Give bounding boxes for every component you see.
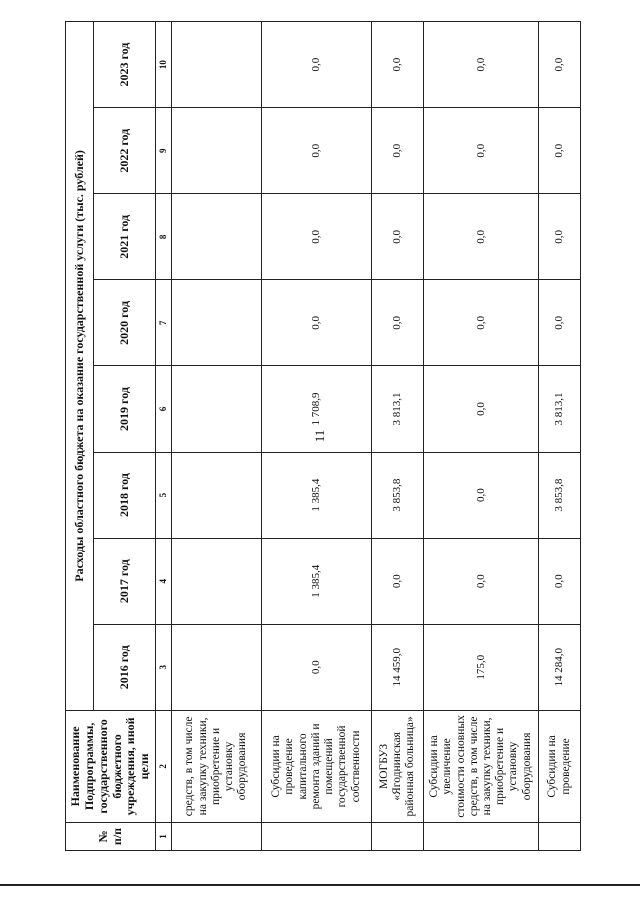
index-cell: 2 bbox=[156, 710, 172, 822]
header-year: 2020 год bbox=[94, 280, 156, 366]
index-cell: 8 bbox=[156, 194, 172, 280]
table-row bbox=[424, 22, 539, 851]
value-cell: 0,0 bbox=[539, 538, 581, 624]
header-year: 2017 год bbox=[94, 538, 156, 624]
value-cell: 3 853,8 bbox=[372, 452, 424, 538]
value-cell: 0,0 bbox=[372, 108, 424, 194]
value-cell: 0,0 bbox=[424, 538, 539, 624]
row-name: Субсидии на увеличение стоимости основных средств, в том числе на закупку техники, приобретение и установку оборудования bbox=[424, 710, 539, 822]
index-cell: 7 bbox=[156, 280, 172, 366]
header-name: Наименование Подпрограммы, государственного бюджетного учреждения, иной цели bbox=[66, 710, 156, 822]
value-cell: 3 853,8 bbox=[539, 452, 581, 538]
value-cell: 0,0 bbox=[262, 108, 372, 194]
header-year: 2016 год bbox=[94, 624, 156, 710]
index-cell: 9 bbox=[156, 108, 172, 194]
value-cell bbox=[172, 538, 262, 624]
value-cell bbox=[172, 366, 262, 452]
row-name: средств, в том числе на закупку техники, приобретение и установку оборудования bbox=[172, 710, 262, 822]
table-row bbox=[372, 22, 424, 851]
value-cell: 0,0 bbox=[539, 280, 581, 366]
value-cell: 0,0 bbox=[424, 194, 539, 280]
page-number: 11 bbox=[312, 429, 327, 443]
value-cell: 0,0 bbox=[372, 22, 424, 108]
value-cell: 0,0 bbox=[262, 22, 372, 108]
expenses-table bbox=[65, 21, 581, 851]
value-cell bbox=[172, 624, 262, 710]
value-cell: 0,0 bbox=[539, 108, 581, 194]
index-cell: 1 bbox=[156, 822, 172, 850]
index-cell: 3 bbox=[156, 624, 172, 710]
row-num bbox=[172, 822, 262, 850]
index-cell: 4 bbox=[156, 538, 172, 624]
rotated-table-container bbox=[65, 21, 575, 851]
index-cell: 5 bbox=[156, 452, 172, 538]
value-cell bbox=[172, 22, 262, 108]
value-cell: 0,0 bbox=[424, 22, 539, 108]
header-year: 2023 год bbox=[94, 22, 156, 108]
value-cell: 0,0 bbox=[424, 366, 539, 452]
value-cell: 0,0 bbox=[262, 624, 372, 710]
table-row bbox=[539, 22, 581, 851]
bottom-rule bbox=[0, 884, 640, 886]
value-cell: 0,0 bbox=[262, 280, 372, 366]
row-num bbox=[372, 822, 424, 850]
value-cell bbox=[172, 194, 262, 280]
row-name: МОГБУЗ «Ягоднинская районная больница» bbox=[372, 710, 424, 822]
row-num bbox=[539, 822, 581, 850]
value-cell bbox=[172, 452, 262, 538]
value-cell: 0,0 bbox=[539, 194, 581, 280]
value-cell: 0,0 bbox=[262, 194, 372, 280]
value-cell: 0,0 bbox=[424, 452, 539, 538]
value-cell: 3 813,1 bbox=[539, 366, 581, 452]
value-cell: 14 459,0 bbox=[372, 624, 424, 710]
index-cell: 6 bbox=[156, 366, 172, 452]
value-cell: 0,0 bbox=[372, 194, 424, 280]
value-cell: 14 284,0 bbox=[539, 624, 581, 710]
header-expenses: Расходы областного бюджета на оказание государственной услуги (тыс. рублей) bbox=[66, 22, 94, 711]
value-cell bbox=[172, 108, 262, 194]
value-cell: 175,0 bbox=[424, 624, 539, 710]
row-name: Субсидии на проведение bbox=[539, 710, 581, 822]
value-cell bbox=[172, 280, 262, 366]
value-cell: 3 813,1 bbox=[372, 366, 424, 452]
row-num bbox=[424, 822, 539, 850]
value-cell: 0,0 bbox=[424, 108, 539, 194]
header-year: 2022 год bbox=[94, 108, 156, 194]
header-num: № п/п bbox=[66, 822, 156, 850]
value-cell: 0,0 bbox=[424, 280, 539, 366]
value-cell: 0,0 bbox=[372, 538, 424, 624]
table-row bbox=[262, 22, 372, 851]
value-cell: 1 708,9 bbox=[262, 366, 372, 452]
row-name: Субсидии на проведение капитального ремонта зданий и помещений государственной собственности bbox=[262, 710, 372, 822]
index-cell: 10 bbox=[156, 22, 172, 108]
value-cell: 0,0 bbox=[372, 280, 424, 366]
header-year: 2018 год bbox=[94, 452, 156, 538]
header-year: 2019 год bbox=[94, 366, 156, 452]
header-year: 2021 год bbox=[94, 194, 156, 280]
row-num bbox=[262, 822, 372, 850]
value-cell: 0,0 bbox=[539, 22, 581, 108]
value-cell: 1 385,4 bbox=[262, 538, 372, 624]
value-cell: 1 385,4 bbox=[262, 452, 372, 538]
table-row bbox=[172, 22, 262, 851]
